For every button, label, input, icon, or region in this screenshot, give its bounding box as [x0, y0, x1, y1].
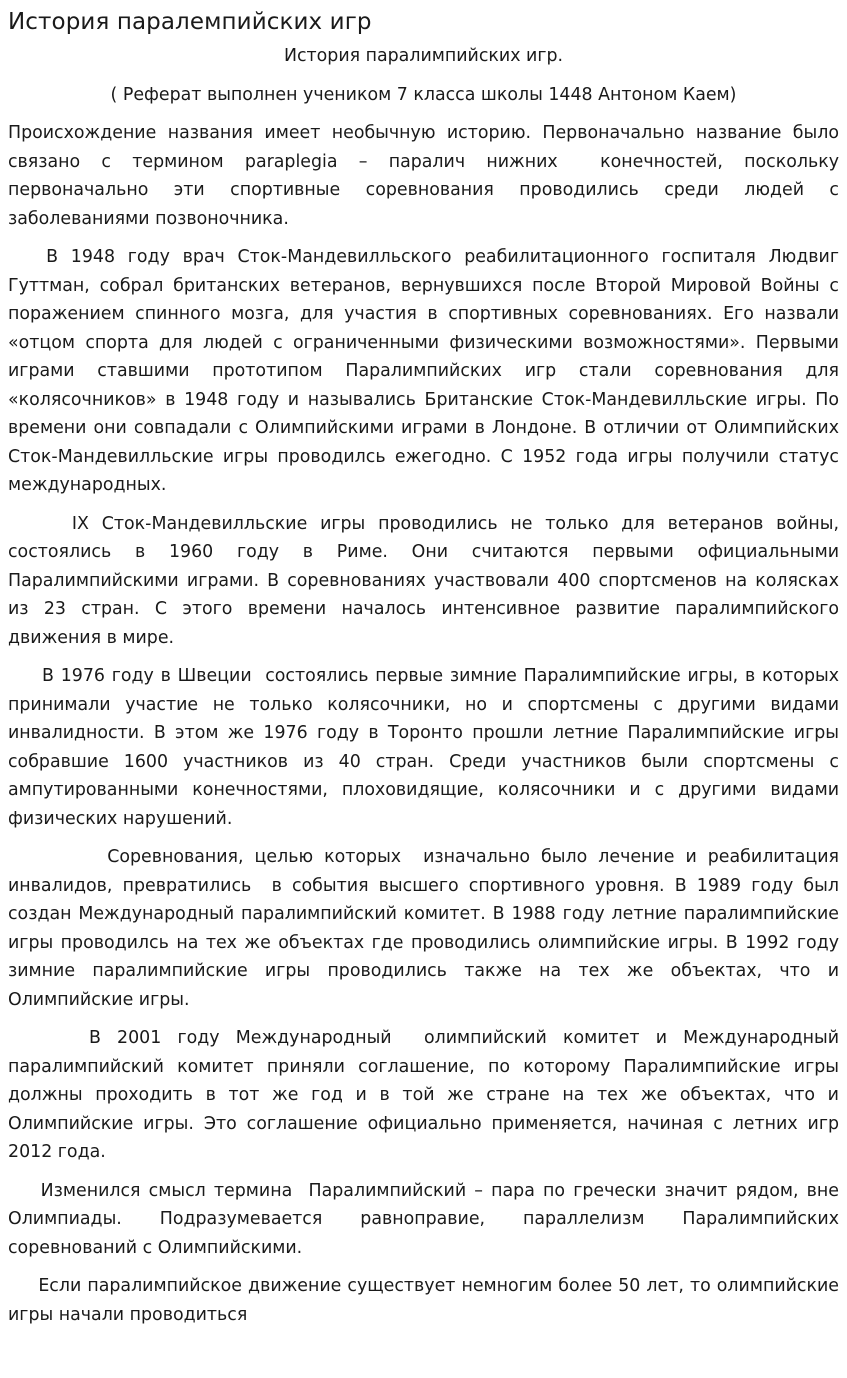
- paragraph-1976: [8, 662, 845, 833]
- paragraph-text: Если паралимпийское движение существует немногим более 50 лет, то олимпийские игры начали проводиться: [8, 1276, 845, 1325]
- paragraph-text: Соревнования, целью которых изначально было лечение и реабилитация инвалидов, превратились в события высшего спортивного уровня. В 1989 году был создан Международный паралимпийский комитет. В 1988 году летние паралимпийские игры проводилсь на тех же объектах где проводились олимпийские игры. В 1992 году зимние паралимпийские игры проводились также на тех же объектах, что и Олимпийские игры.: [8, 847, 845, 1010]
- paragraph-1948: [8, 243, 845, 500]
- page-title: История паралемпийских игр: [8, 9, 372, 35]
- byline: ( Реферат выполнен учеником 7 класса школы 1448 Антоном Каем): [110, 84, 737, 105]
- paragraph-text: Происхождение названия имеет необычную историю. Первоначально название было связано с термином paraplegia – паралич нижних конечностей, поскольку первоначально эти спортивные соревнования проводились среди людей с заболеваниями позвоночника.: [8, 123, 845, 229]
- paragraph-text: Изменился смысл термина Паралимпийский – пара по гречески значит рядом, вне Олимпиады. Подразумевается равноправие, параллелизм Паралимпийских соревнований с Олимпийскими.: [8, 1180, 845, 1258]
- paragraph-1989: [8, 843, 845, 1014]
- paragraph-2001: [8, 1024, 845, 1167]
- paragraph-closing: [8, 1272, 845, 1329]
- paragraph-text: В 2001 году Международный олимпийский комитет и Международный паралимпийский комитет приняли соглашение, по которому Паралимпийские игры должны проходить в тот же год и в той же стране на тех же объектах, что и Олимпийские игры. Это соглашение официально применяется, начиная с летних игр 2012 года.: [8, 1028, 845, 1162]
- paragraph-1960: [8, 510, 845, 653]
- paragraph-text: В 1948 году врач Сток-Мандевилльского реабилитационного госпиталя Людвиг Гуттман, собрал британских ветеранов, вернувшихся после Второй Мировой Войны с поражением спинного мозга, для участия в спортивных соревнованиях. Его назвали «отцом спорта для людей с ограниченными физическими возможностями». Первыми играми ставшими прототипом Паралимпийских игр стали соревнования для «колясочников» в 1948 году и назывались Британские Сток-Мандевилльские игры. По времени они совпадали с Олимпийскими играми в Лондоне. В отличии от Олимпийских Сток-Мандевилльские игры проводилсь ежегодно. С 1952 года игры получили статус международных.: [8, 247, 845, 495]
- paragraph-term: [8, 1177, 845, 1263]
- paragraph-origin: [8, 119, 845, 233]
- paragraph-text: IX Сток-Мандевилльские игры проводились не только для ветеранов войны, состоялись в 1960 году в Риме. Они считаются первыми официальными Паралимпийскими играми. В соревнованиях участвовали 400 спортсменов на колясках из 23 стран. С этого времени началось интенсивное развитие паралимпийского движения в мире.: [8, 513, 845, 648]
- doc-title: История паралимпийских игр.: [283, 46, 564, 66]
- paragraph-text: В 1976 году в Швеции состоялись первые зимние Паралимпийские игры, в которых принимали участие не только колясочники, но и спортсмены с другими видами инвалидности. В этом же 1976 году в Торонто прошли летние Паралимпийские игры собравшие 1600 участников из 40 стран. Среди участников были спортсмены с ампутированными конечностями, плоховидящие, колясочники и с другими видами физических нарушений.: [8, 666, 845, 829]
